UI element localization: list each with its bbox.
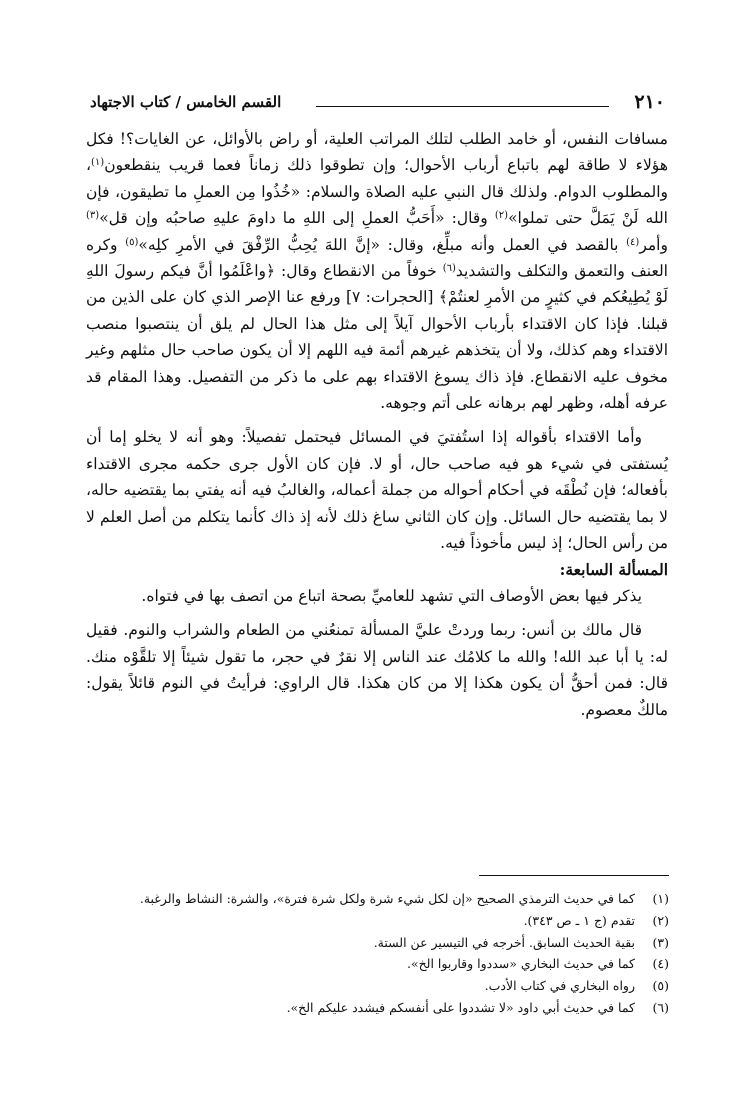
paragraph-1-text-f: وكره العنف والتعمق والتكلف والتشديد	[86, 235, 668, 281]
page-header	[90, 90, 665, 118]
footnote-ref-3: (٣)	[86, 210, 100, 222]
footnote-text: كما في حديث أبي داود «لا تشددوا على أنفسكم فيشدد عليكم الخ».	[286, 999, 635, 1015]
paragraph-4: قال مالك بن أنس: ربما وردتْ عليَّ المسألة تمنعُني من الطعام والشراب والنوم. فقيل له: يا أبا عبد الله! والله ما كلامُك عند الناس إلا نقرٌ في حجر، ما تقول شيئاً إلا تلقَّوْه منك. قال: فمن أحقُّ أن يكون هكذا إلا من كان هكذا. قال الراوي: فرأيتُ في النوم قائلاً يقول: مالكٌ معصوم.	[86, 621, 668, 719]
paragraph-1-text-b: ، والمطلوب الدوام. ولذلك قال النبي عليه الصلاة والسلام: «خُذُوا مِن العملِ ما تطيقون، فإن الله لَنْ يَمَلَّ حتى تملوا»	[86, 156, 668, 228]
page-number: ٢١٠	[634, 91, 665, 113]
footnote-3	[87, 932, 669, 954]
footnote-text: كما في حديث البخاري «سددوا وقاربوا الخ».	[406, 956, 635, 972]
footnote-number: (٣)	[652, 934, 669, 950]
footnote-ref-6: (٦)	[442, 263, 456, 275]
paragraph-2: وأما الاقتداء بأقواله إذا استُفتيَ في المسائل فيحتمل تفصيلاً: وهو أنه لا يخلو إما أن يُستفتى في شيء هو فيه صاحب حال، أو لا. فإن كان الأول جرى حكمه مجرى الاقتداء بأفعاله؛ فإن نُطْقَه في أحكام أحواله من جملة أعماله، والغالبُ فيه أنه يفتي بما يقتضيه حاله، لا بما يقتضيه حال السائل. وإن كان الثاني ساغ ذلك لأنه إذ ذاك كأنما يتكلم من أصل العلم لا من رأس الحال؛ إذ ليس مأخوذاً فيه.	[86, 428, 668, 553]
paragraph-1-text-a: مسافات النفس، أو خامد الطلب لتلك المراتب العلية، أو راض بالأوائل، عن الغايات؟! فكل هؤلاء لا طاقة لهم باتباع أرباب الأحوال؛ وإن تطوقوا ذلك زماناً فعما قريب ينقطعون	[86, 130, 668, 175]
footnote-text: كما في حديث الترمذي الصحيح «إن لكل شيء شرة ولكل شرة فترة»، والشرة: النشاط والرغبة.	[139, 891, 635, 906]
section-heading: المسألة السابعة:	[559, 559, 668, 579]
paragraph-1-text-d: وأمر	[639, 235, 668, 254]
running-title: القسم الخامس / كتاب الاجتهاد	[90, 93, 282, 111]
footnotes	[87, 888, 669, 1019]
footnote-ref-2: (٢)	[494, 210, 509, 222]
footnote-2	[87, 910, 669, 932]
footnote-text: بقية الحديث السابق. أخرجه في التيسير عن الستة.	[373, 934, 635, 950]
footnote-4	[87, 953, 669, 975]
footnote-number: (١)	[652, 891, 669, 906]
paragraph-1	[86, 126, 668, 416]
paragraph-3: يذكر فيها بعض الأوصاف التي تشهد للعاميِّ بصحة اتباع من اتصف بها في فتواه.	[141, 586, 642, 605]
footnote-1	[87, 888, 669, 910]
header-rule	[316, 106, 609, 107]
footnote-text: رواه البخاري في كتاب الأدب.	[484, 978, 635, 994]
footnote-text: تقدم (ج ١ ـ ص ٣٤٣).	[523, 912, 635, 928]
footnote-number: (٥)	[652, 978, 669, 994]
footnote-6	[87, 997, 669, 1019]
footnote-number: (٦)	[652, 999, 669, 1015]
paragraph-1-text-e: بالقصد في العمل وأنه مبلِّغ، وقال: «إنَّ اللهَ يُحِبُّ الرِّفْقَ في الأمرِ كلِه»	[138, 235, 627, 254]
footnote-number: (٢)	[652, 912, 669, 928]
footnote-ref-5: (٥)	[125, 236, 139, 248]
paragraph-1-text-g: خوفاً من الانقطاع وقال: ﴿واعْلَمُوا أنَّ فيكم رسولَ اللهِ لَوْ يُطِيعُكم في كثيرٍ من الأمرِ لعنتُمْ﴾ [الحجرات: ٧] ورفع عنا الإصر الذي كان على الذين من قبلنا. فإذا كان الاقتداء بأرباب الأحوال آيلاً إلى مثل هذا الحال لم يلق أن ينتصبوا منصب الاقتداء وهم كذلك، ولا أن يتخذهم غيرهم أئمة فيه اللهم إلا أن يكون صاحب حال مثلهم وغير مخوف عليه الانقطاع. فإذ ذاك يسوغ الاقتداء بهم على ما ذكر من التفصيل. وهذا المقام قد عرفه أهله، وظهر لهم برهانه على أتم وجوهه.	[86, 262, 668, 413]
footnote-ref-1: (١)	[91, 157, 105, 169]
footnote-ref-4: (٤)	[626, 236, 640, 248]
main-text	[86, 126, 668, 723]
footnote-5	[87, 975, 669, 997]
footnote-separator	[479, 875, 669, 876]
footnote-number: (٤)	[652, 956, 669, 972]
paragraph-1-text-c: وقال: «أَحَبُّ العملِ إلى اللهِ ما داومَ عليهِ صاحبُه وإن قل»	[99, 209, 495, 228]
